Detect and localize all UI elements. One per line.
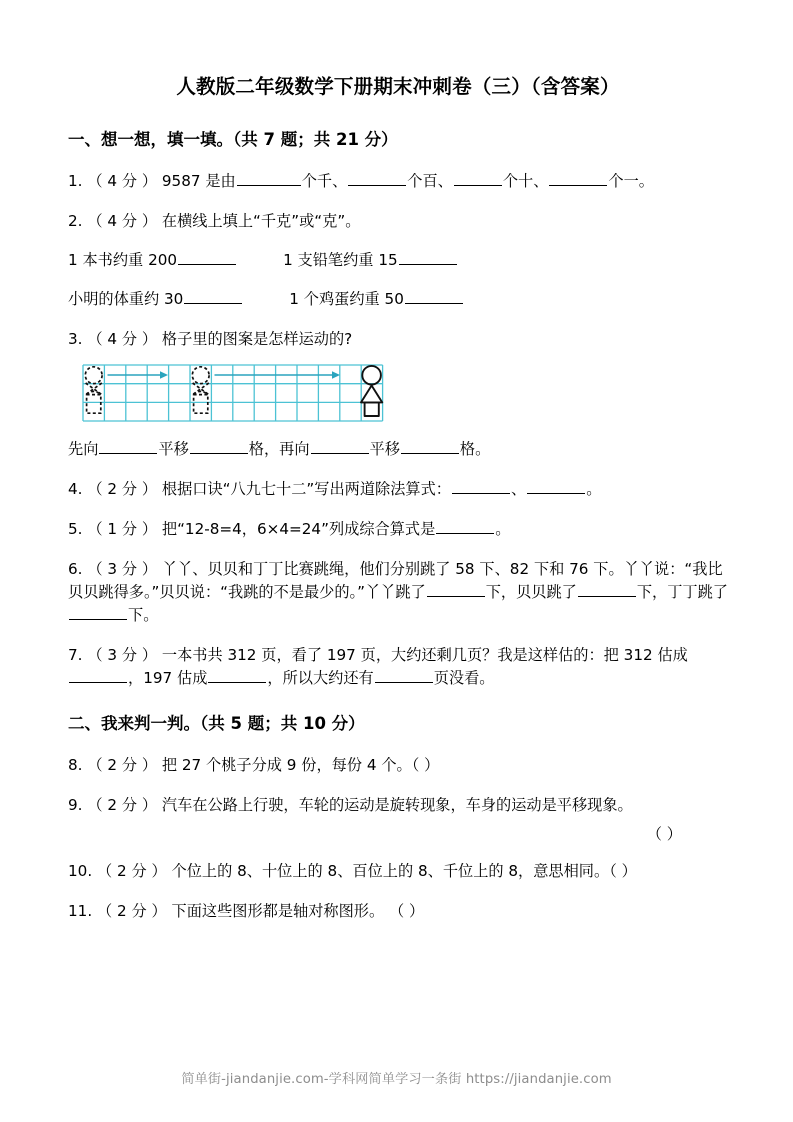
question-6-score: （ 3 分 ）: [87, 559, 158, 578]
grid-diagram-svg: [82, 364, 384, 422]
question-2-row-2: [68, 288, 728, 311]
question-7: [68, 644, 728, 690]
question-4-text-3: 。: [586, 479, 602, 498]
answer-blank[interactable]: [578, 581, 636, 596]
question-2-number: 2.: [68, 212, 83, 231]
question-2-row-1: [68, 249, 728, 272]
question-11: [68, 900, 728, 923]
answer-blank[interactable]: [99, 438, 157, 453]
question-10: [68, 860, 728, 883]
question-3-answer-e: 格。: [459, 439, 491, 458]
question-2-text: 在横线上填上“千克”或“克”。: [161, 212, 361, 231]
question-3-answer-c: 格，再向: [248, 439, 310, 458]
footer-watermark: 简单街-jiandanjie.com-学科网简单学习一条街 https://jiandanjie.com: [181, 1072, 612, 1087]
answer-blank[interactable]: [427, 581, 485, 596]
answer-blank[interactable]: [405, 289, 463, 304]
question-1-text-5: 个一。: [608, 172, 654, 191]
answer-blank[interactable]: [527, 478, 585, 493]
question-6: [68, 558, 728, 627]
question-9: [68, 794, 728, 817]
question-3-answer-b: 平移: [158, 439, 189, 458]
section-heading-1: 一、想一想，填一填。（共 7 题；共 21 分）: [68, 130, 398, 150]
question-1-score: （ 4 分 ）: [87, 172, 158, 191]
question-5-text-2: 。: [495, 519, 511, 538]
question-6-text-3: 下，丁丁跳了: [636, 582, 728, 601]
question-1-text-2: 个千、: [301, 172, 348, 191]
question-6-text-4: 下。: [128, 606, 159, 624]
question-8-score: （ 2 分 ）: [87, 756, 158, 775]
question-3-answer-a: 先向: [68, 439, 99, 458]
question-3: [68, 328, 728, 351]
question-11-text: 下面这些图形都是轴对称图形。 （ ）: [171, 902, 425, 921]
answer-blank[interactable]: [436, 518, 494, 533]
answer-blank[interactable]: [348, 171, 406, 186]
answer-blank[interactable]: [375, 668, 433, 683]
question-4-score: （ 2 分 ）: [87, 479, 158, 498]
question-8-text: 把 27 个桃子分成 9 份，每份 4 个。（ ）: [161, 756, 440, 775]
question-4-text-2: 、: [511, 479, 527, 498]
question-7-text-2: ，197 估成: [128, 669, 208, 688]
answer-blank[interactable]: [549, 171, 607, 186]
question-9-answer-paren[interactable]: （ ）: [646, 825, 682, 844]
question-4: [68, 478, 728, 501]
question-1-text-4: 个十、: [502, 172, 549, 191]
question-3-number: 3.: [68, 330, 83, 349]
question-7-text-3: ，所以大约还有: [267, 669, 374, 688]
answer-blank[interactable]: [69, 605, 127, 620]
question-10-number: 10.: [68, 862, 93, 881]
question-10-text: 个位上的 8、十位上的 8、百位上的 8、千位上的 8，意思相同。（ ）: [171, 862, 637, 881]
page-title: 人教版二年级数学下册期末冲刺卷（三）（含答案）: [176, 75, 620, 98]
question-11-number: 11.: [68, 902, 93, 921]
page-content: [68, 74, 728, 923]
question-2-score: （ 4 分 ）: [87, 212, 158, 231]
question-7-number: 7.: [68, 646, 83, 665]
question-6-number: 6.: [68, 559, 83, 578]
question-7-score: （ 3 分 ）: [87, 646, 158, 665]
section-heading-2: 二、我来判一判。（共 5 题；共 10 分）: [68, 714, 365, 734]
question-8-number: 8.: [68, 756, 83, 775]
question-9-number: 9.: [68, 796, 83, 815]
question-2-item-3: 小明的体重约 30: [68, 290, 184, 309]
translation-grid-figure: [82, 364, 384, 422]
question-6-text-1: 丫丫、贝贝和丁丁比赛跳绳，他们分别跳了 58 下、82 下和 76 下。丫丫说：“我比贝贝跳得多。”贝贝说：“我跳的不是最少的。”丫丫跳了: [68, 559, 723, 601]
answer-blank[interactable]: [69, 668, 127, 683]
question-1-text-3: 个百、: [407, 172, 453, 191]
question-7-text-4: 页没看。: [433, 669, 495, 688]
answer-blank[interactable]: [311, 438, 369, 453]
question-4-text-1: 根据口诀“八九七十二”写出两道除法算式：: [161, 479, 451, 498]
question-5-text-1: 把“12-8=4，6×4=24”列成综合算式是: [161, 519, 436, 538]
question-3-answer-d: 平移: [369, 439, 400, 458]
question-9-text: 汽车在公路上行驶，车轮的运动是旋转现象，车身的运动是平移现象。: [161, 796, 633, 815]
question-8: [68, 754, 728, 777]
question-3-text: 格子里的图案是怎样运动的?: [161, 330, 353, 349]
question-2-item-2: 1 支铅笔约重 15: [283, 251, 398, 270]
question-2-item-1: 1 本书约重 200: [68, 251, 178, 270]
answer-blank[interactable]: [452, 478, 510, 493]
question-5: [68, 518, 728, 541]
question-9-score: （ 2 分 ）: [87, 796, 158, 815]
question-1-text-1: 9587 是由: [161, 172, 236, 191]
answer-blank[interactable]: [208, 668, 266, 683]
question-10-score: （ 2 分 ）: [96, 862, 167, 881]
question-11-score: （ 2 分 ）: [96, 902, 167, 921]
answer-blank[interactable]: [190, 438, 248, 453]
question-2-item-4: 1 个鸡蛋约重 50: [289, 290, 404, 309]
question-7-text-1: 一本书共 312 页，看了 197 页，大约还剩几页？我是这样估的：把 312 估成: [161, 646, 688, 665]
question-6-text-2: 下，贝贝跳了: [485, 582, 577, 601]
answer-blank[interactable]: [401, 438, 459, 453]
answer-blank[interactable]: [178, 250, 236, 265]
answer-blank[interactable]: [399, 250, 457, 265]
question-1: [68, 170, 728, 193]
answer-blank[interactable]: [454, 171, 502, 186]
answer-blank[interactable]: [237, 171, 301, 186]
question-5-score: （ 1 分 ）: [87, 519, 158, 538]
question-4-number: 4.: [68, 479, 83, 498]
question-5-number: 5.: [68, 519, 83, 538]
answer-blank[interactable]: [184, 289, 242, 304]
question-2: [68, 210, 728, 233]
question-3-score: （ 4 分 ）: [87, 330, 158, 349]
question-3-answer-line: [68, 438, 728, 461]
question-1-number: 1.: [68, 172, 83, 191]
